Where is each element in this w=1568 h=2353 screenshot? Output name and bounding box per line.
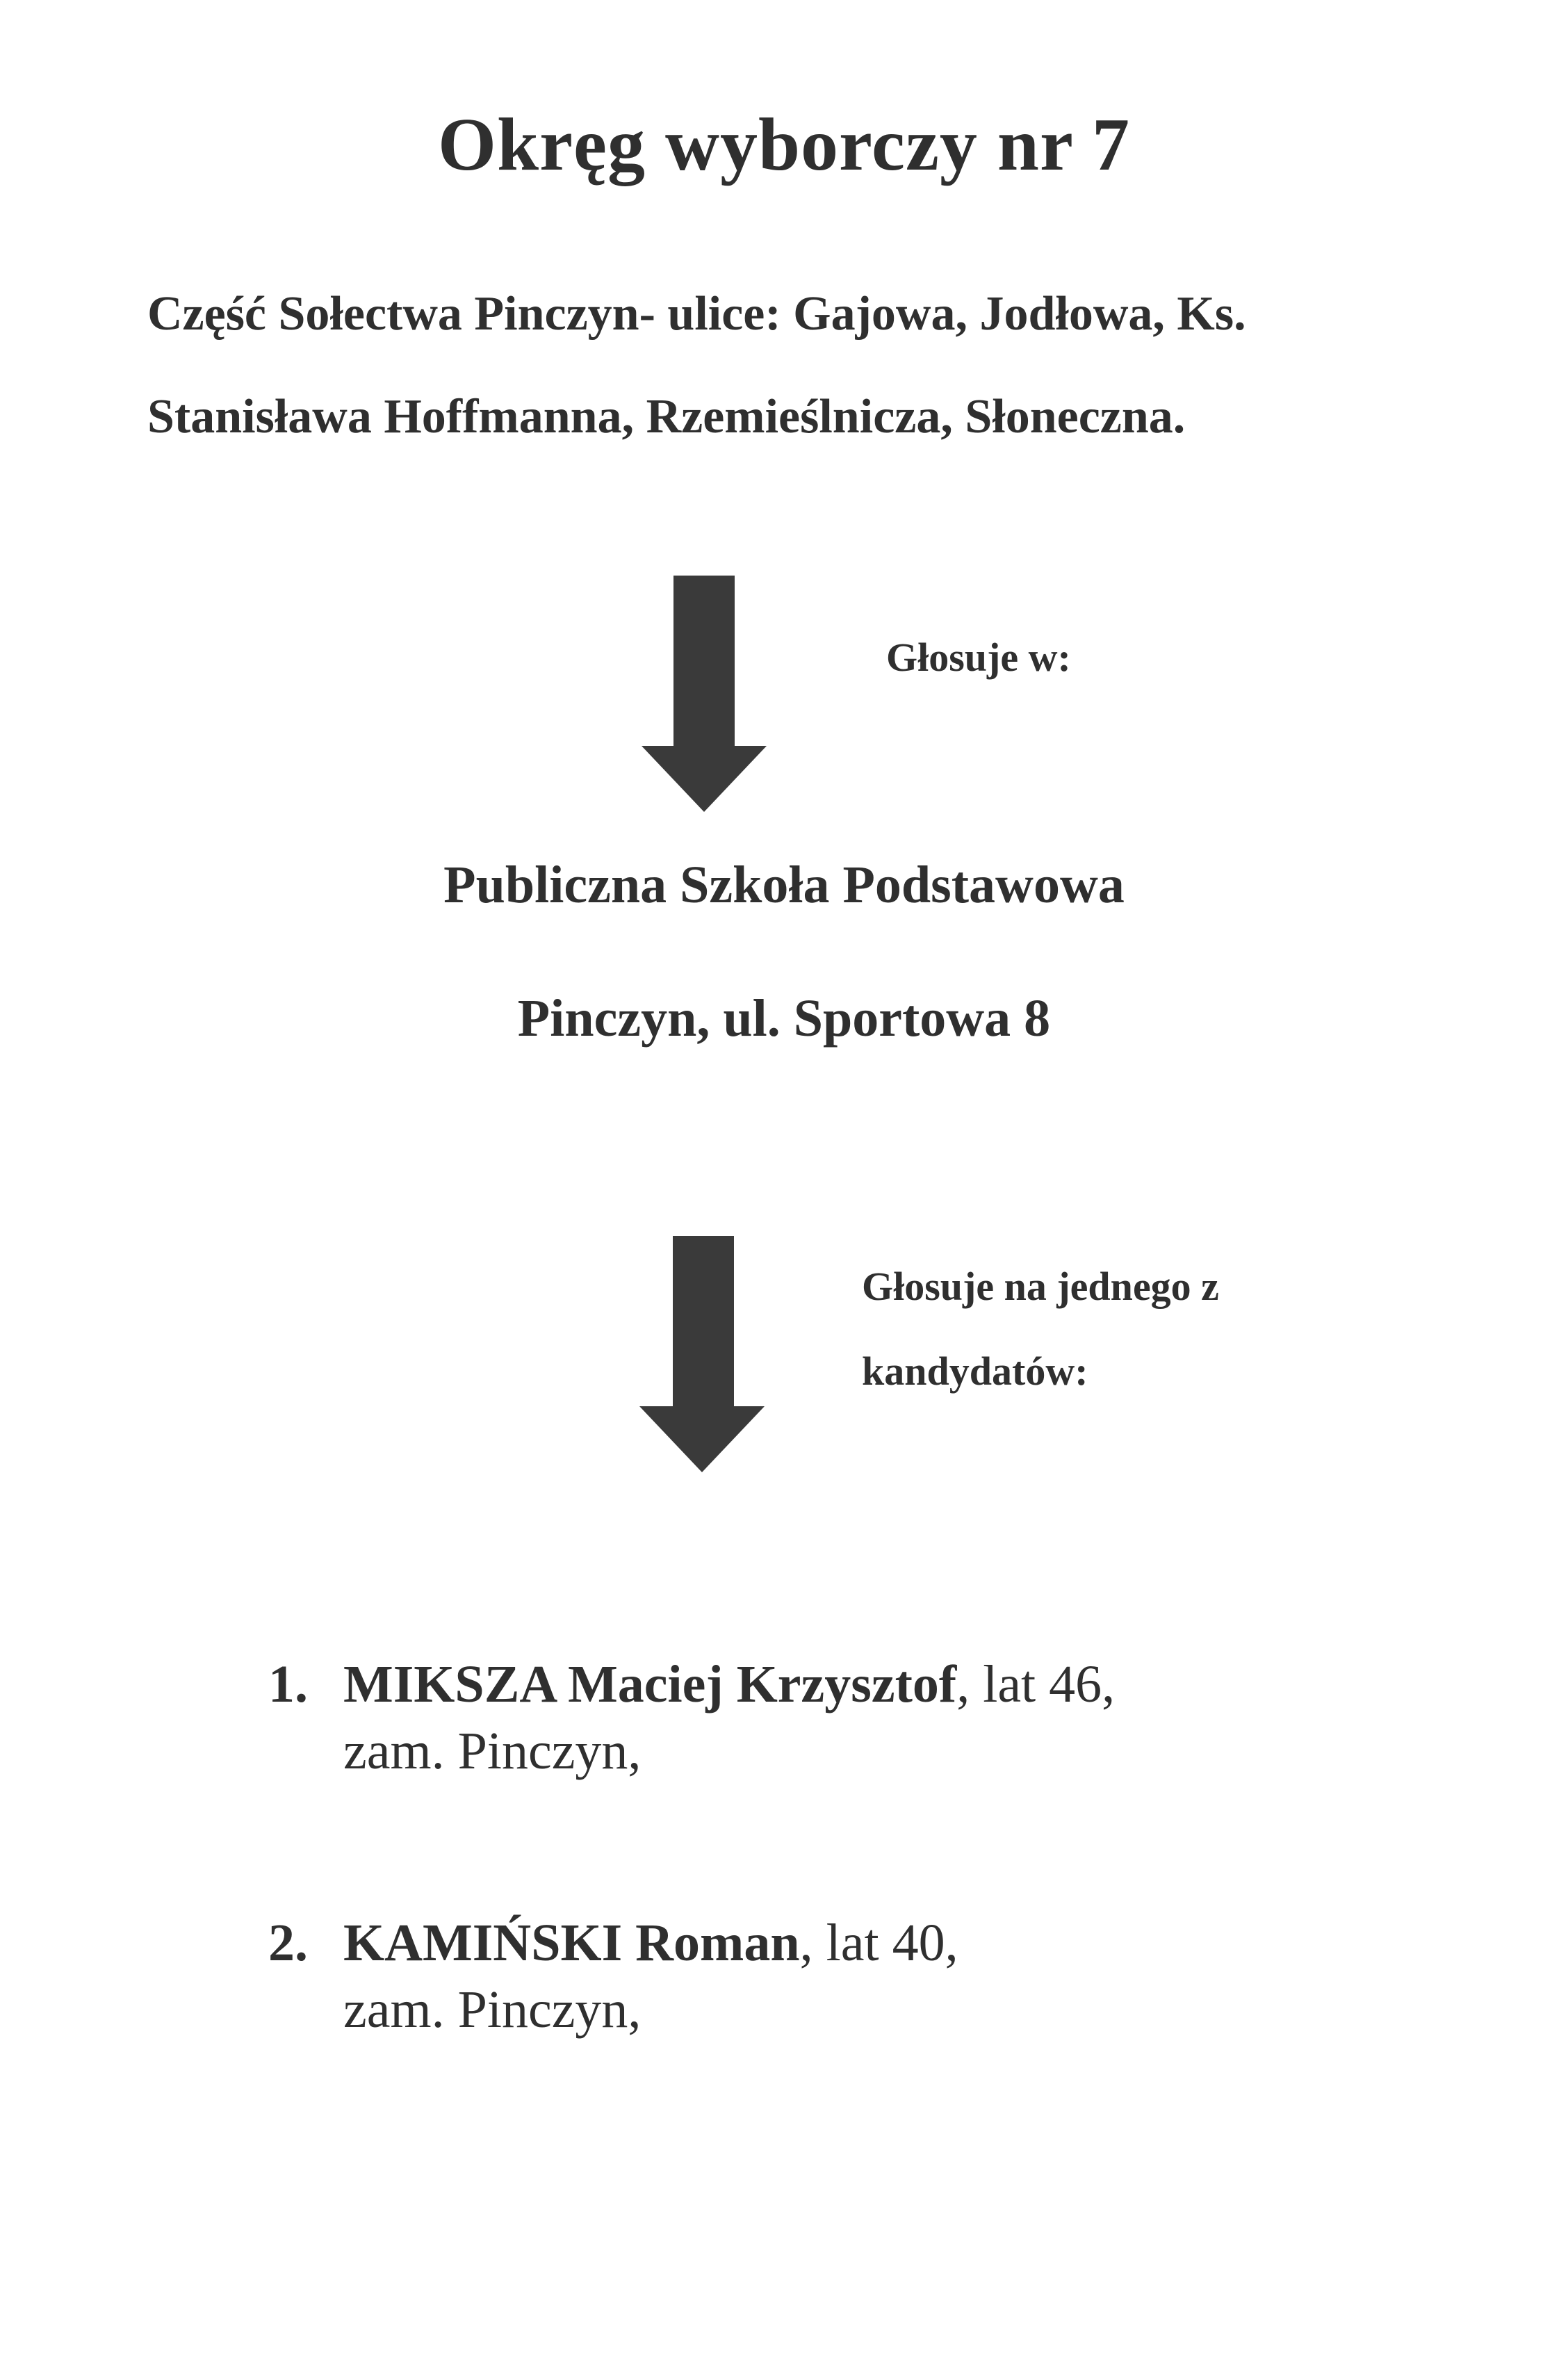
arrow-down-icon bbox=[639, 1236, 765, 1472]
area-line: Część Sołectwa Pinczyn- ulice: Gajowa, Jodłowa, Ks. bbox=[147, 287, 1246, 341]
candidate-name: MIKSZA Maciej Krzysztof bbox=[343, 1655, 957, 1713]
vote-location-label: Głosuje w: bbox=[886, 635, 1071, 680]
candidate-number: 1. bbox=[268, 1655, 308, 1713]
list-item bbox=[268, 1910, 1450, 2043]
candidate-age: , lat 46, bbox=[956, 1655, 1116, 1713]
list-item bbox=[268, 1651, 1450, 1784]
electoral-area bbox=[147, 263, 1468, 469]
arrow-down-icon bbox=[642, 576, 767, 812]
candidate-number: 2. bbox=[268, 1914, 308, 1972]
candidate-list bbox=[268, 1651, 1450, 2043]
candidate-age: , lat 40, bbox=[799, 1914, 958, 1972]
school-name: Publiczna Szkoła Podstawowa bbox=[443, 856, 1125, 914]
vote-candidates-label-line: kandydatów: bbox=[862, 1349, 1088, 1394]
candidate-residence: zam. Pinczyn, bbox=[343, 1722, 642, 1780]
document-title: Okręg wyborczy nr 7 bbox=[438, 104, 1130, 186]
vote-candidates-label-line: Głosuje na jednego z bbox=[862, 1264, 1219, 1309]
school-address: Pinczyn, ul. Sportowa 8 bbox=[517, 989, 1051, 1048]
vote-candidates-label bbox=[862, 1244, 1219, 1414]
candidate-residence: zam. Pinczyn, bbox=[343, 1980, 642, 2039]
candidate-name: KAMIŃSKI Roman bbox=[343, 1914, 800, 1972]
area-line: Stanisława Hoffmanna, Rzemieślnicza, Słoneczna. bbox=[147, 390, 1186, 443]
